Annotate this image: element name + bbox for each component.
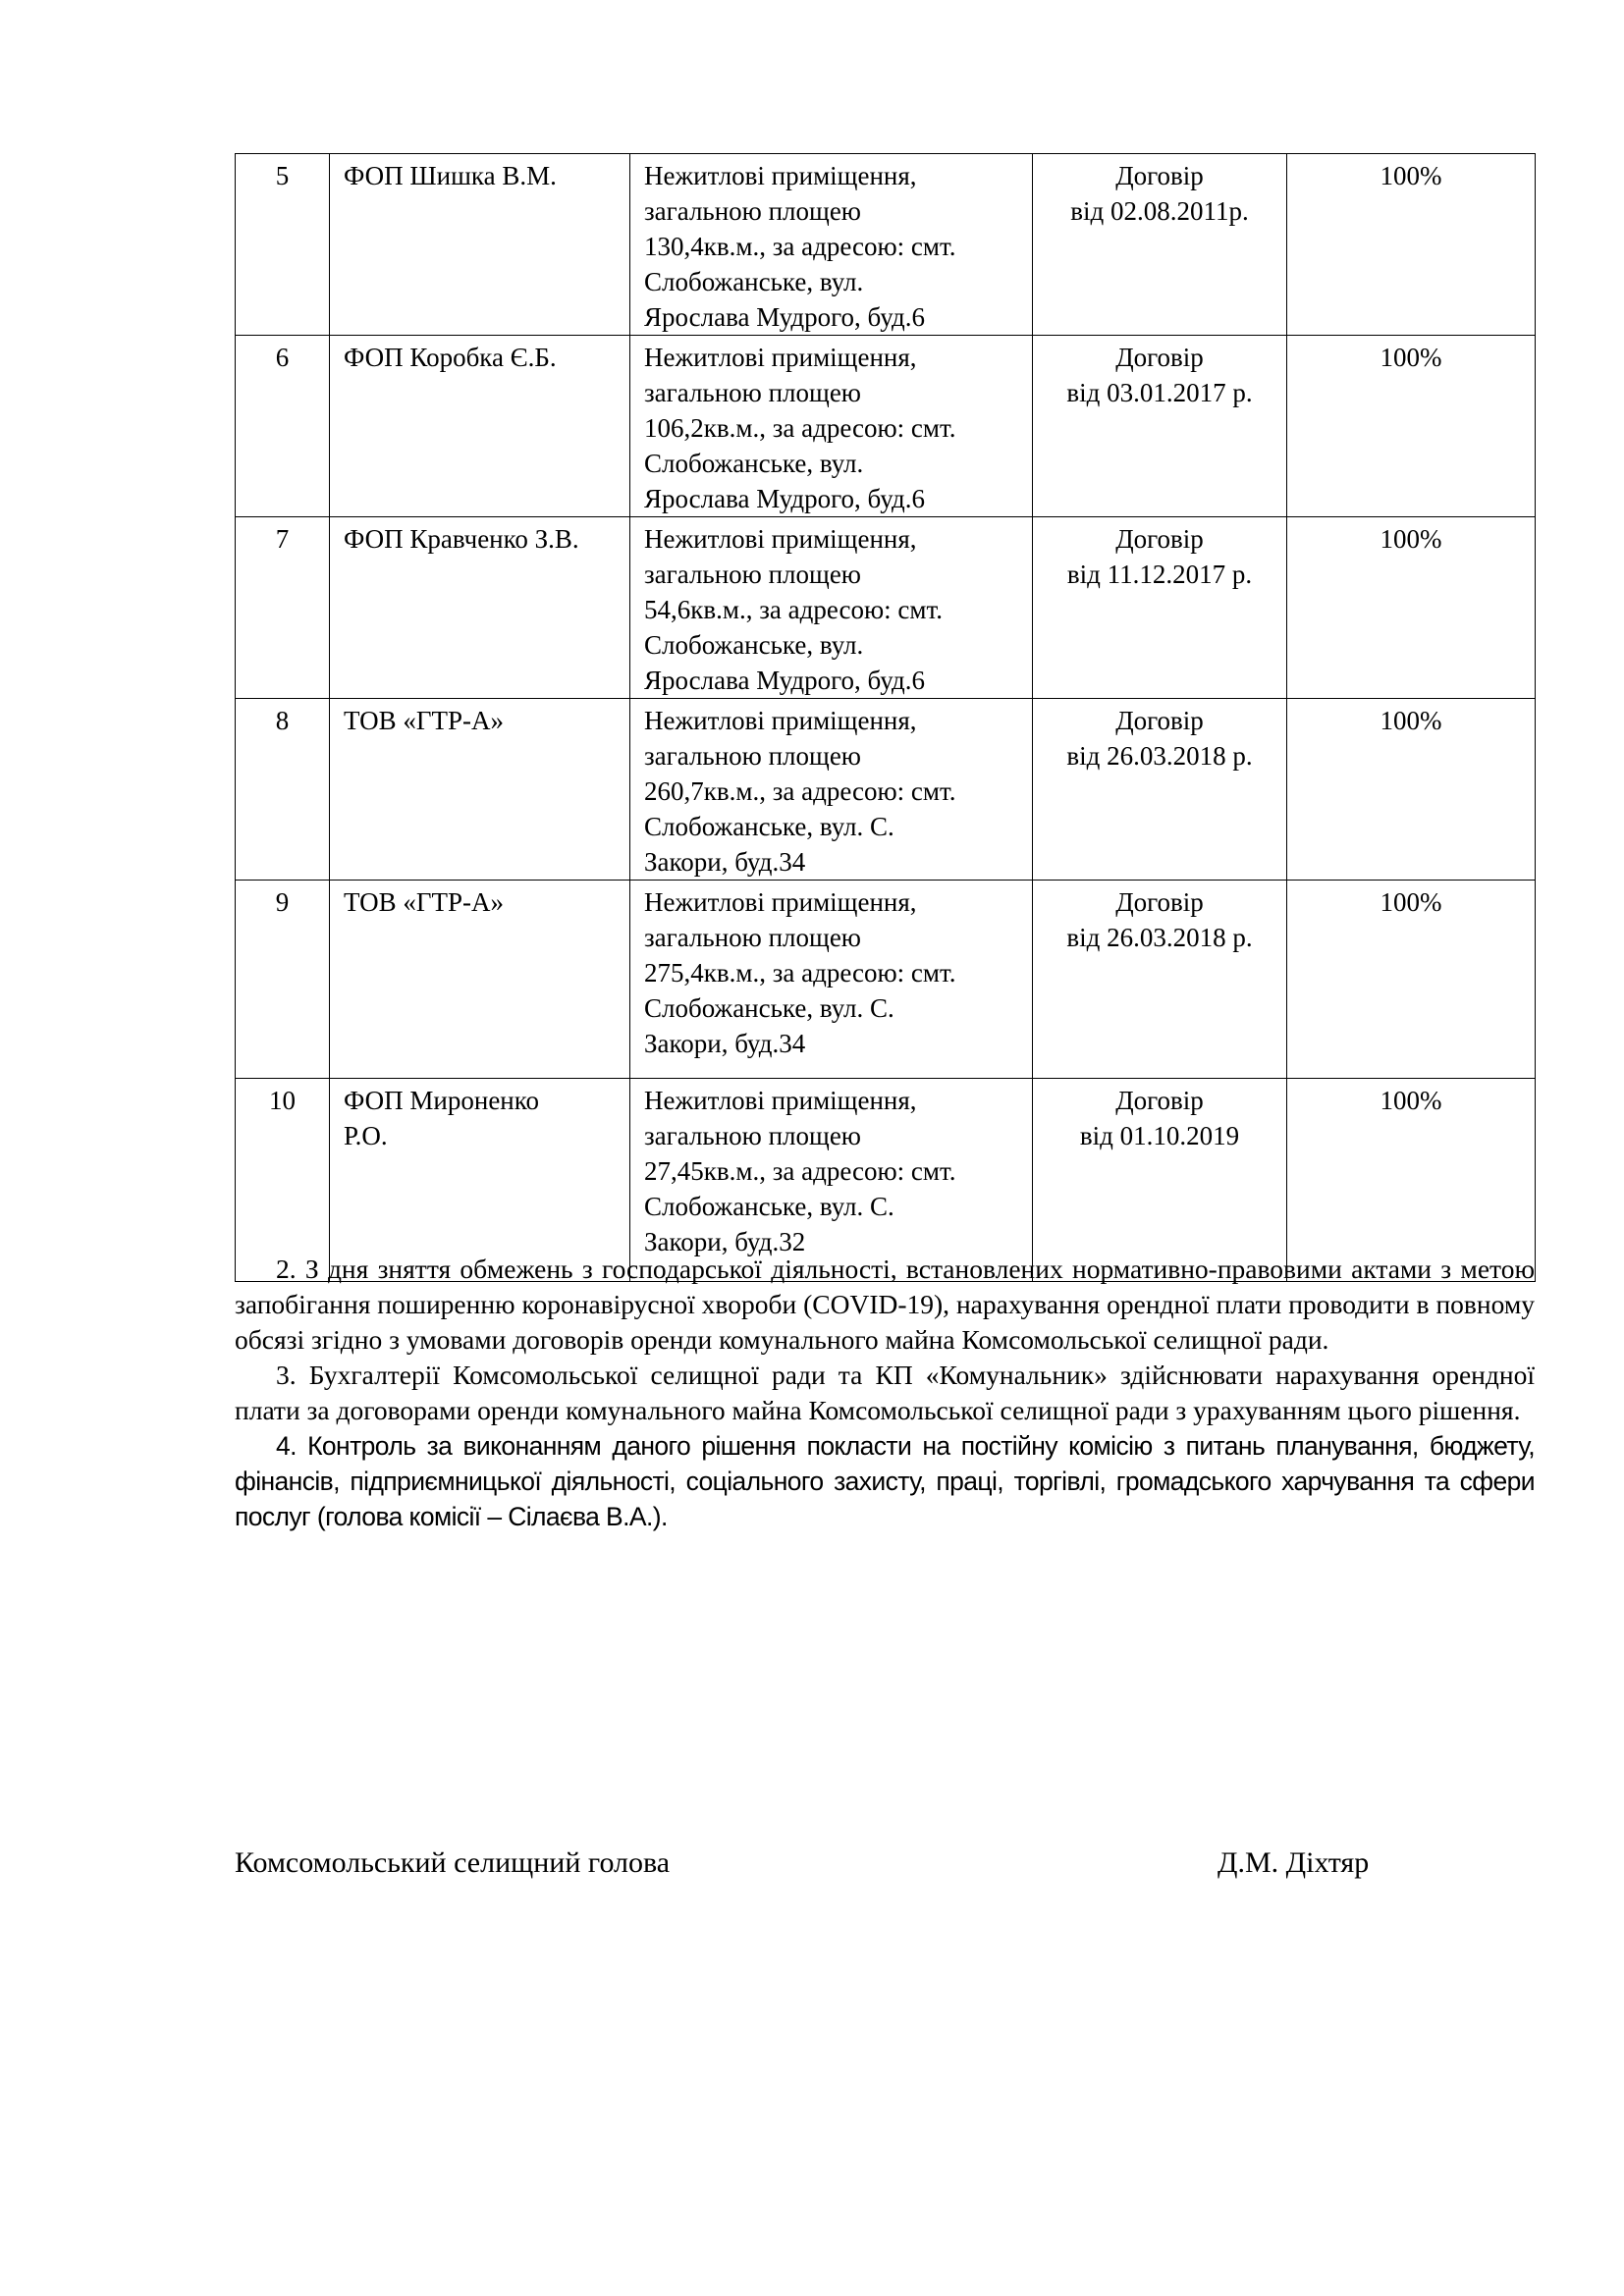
- row-number: 8: [236, 699, 330, 881]
- contract-info: Договір від 01.10.2019: [1033, 1079, 1287, 1282]
- tenant-name: ТОВ «ГТР-А»: [330, 699, 630, 881]
- paragraph-3: 3. Бухгалтерії Комсомольської селищної ради та КП «Комунальник» здійснювати нарахування орендної плати за договорами оренди комунального майна Комсомольської селищної ради з урахуванням цього рішення.: [235, 1360, 1535, 1425]
- tenant-name: ФОП Коробка Є.Б.: [330, 336, 630, 517]
- tenant-name: ФОП Кравченко З.В.: [330, 517, 630, 699]
- contract-info: Договір від 26.03.2018 р.: [1033, 699, 1287, 881]
- table-row: [236, 154, 1536, 336]
- table-row: [236, 336, 1536, 517]
- tenant-name: ФОП Шишка В.М.: [330, 154, 630, 336]
- property-description: Нежитлові приміщення, загальною площею 275,4кв.м., за адресою: смт. Слобожанське, вул. С. Закори, буд.34: [630, 881, 1033, 1079]
- rent-table: [235, 153, 1536, 1282]
- table-row: [236, 881, 1536, 1079]
- percent-value: 100%: [1287, 154, 1536, 336]
- percent-value: 100%: [1287, 336, 1536, 517]
- property-description: Нежитлові приміщення, загальною площею 260,7кв.м., за адресою: смт. Слобожанське, вул. С. Закори, буд.34: [630, 699, 1033, 881]
- row-number: 5: [236, 154, 330, 336]
- paragraph-4: 4. Контроль за виконанням даного рішення покласти на постійну комісію з питань планування, бюджету, фінансів, підприємницької діяльності, соціального захисту, праці, торгівлі, громадського харчування та сфери послуг (голова комісії – Сілаєва В.А.).: [235, 1431, 1535, 1531]
- percent-value: 100%: [1287, 517, 1536, 699]
- signatory-name: Д.М. Діхтяр: [1218, 1846, 1370, 1879]
- property-description: Нежитлові приміщення, загальною площею 130,4кв.м., за адресою: смт. Слобожанське, вул. Ярослава Мудрого, буд.6: [630, 154, 1033, 336]
- percent-value: 100%: [1287, 699, 1536, 881]
- table-row: [236, 699, 1536, 881]
- percent-value: 100%: [1287, 881, 1536, 1079]
- contract-info: Договір від 03.01.2017 р.: [1033, 336, 1287, 517]
- property-description: Нежитлові приміщення, загальною площею 27,45кв.м., за адресою: смт. Слобожанське, вул. С. Закори, буд.32: [630, 1079, 1033, 1282]
- tenant-name: ФОП Мироненко Р.О.: [330, 1079, 630, 1282]
- decision-paragraphs: [235, 1252, 1535, 1534]
- signatory-position: Комсомольський селищний голова: [235, 1846, 671, 1879]
- row-number: 9: [236, 881, 330, 1079]
- property-description: Нежитлові приміщення, загальною площею 54,6кв.м., за адресою: смт. Слобожанське, вул. Ярослава Мудрого, буд.6: [630, 517, 1033, 699]
- contract-info: Договір від 26.03.2018 р.: [1033, 881, 1287, 1079]
- table-row: [236, 517, 1536, 699]
- row-number: 6: [236, 336, 330, 517]
- row-number: 7: [236, 517, 330, 699]
- tenant-name: ТОВ «ГТР-А»: [330, 881, 630, 1079]
- contract-info: Договір від 11.12.2017 р.: [1033, 517, 1287, 699]
- row-number: 10: [236, 1079, 330, 1282]
- property-description: Нежитлові приміщення, загальною площею 106,2кв.м., за адресою: смт. Слобожанське, вул. Ярослава Мудрого, буд.6: [630, 336, 1033, 517]
- contract-info: Договір від 02.08.2011р.: [1033, 154, 1287, 336]
- paragraph-2: 2. З дня зняття обмежень з господарської діяльності, встановлених нормативно-правовими актами з метою запобігання поширенню коронавірусної хвороби (COVID-19), нарахування орендної плати проводити в повному обсязі згідно з умовами договорів оренди комунального майна Комсомольської селищної ради.: [235, 1254, 1535, 1355]
- percent-value: 100%: [1287, 1079, 1536, 1282]
